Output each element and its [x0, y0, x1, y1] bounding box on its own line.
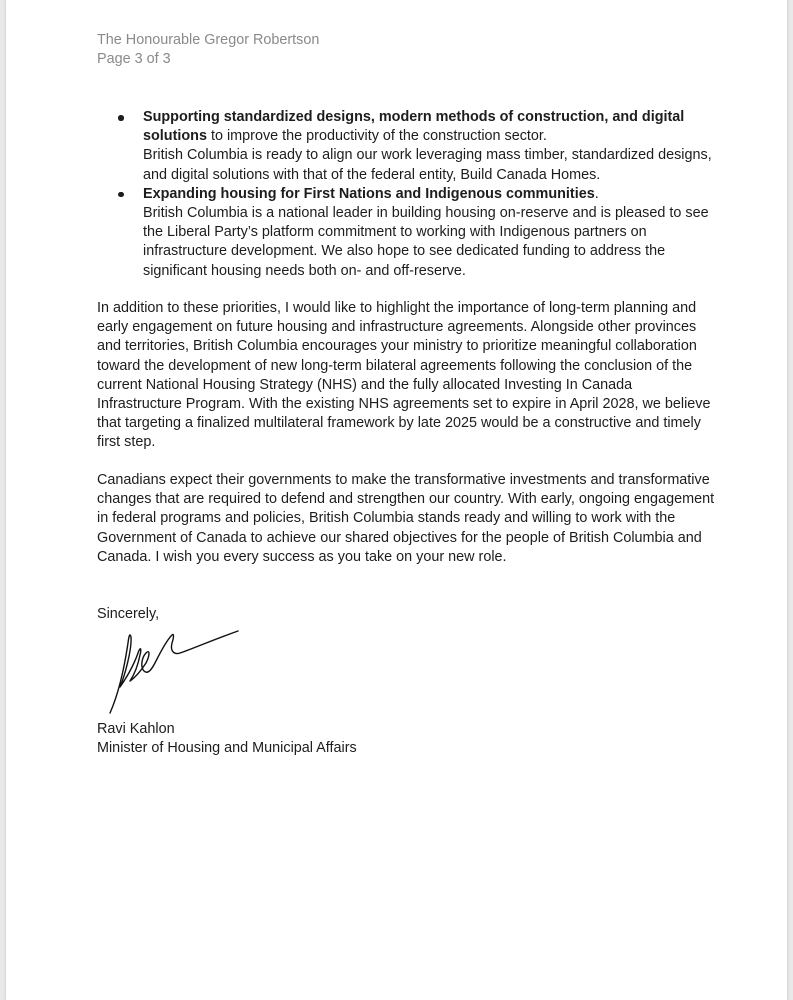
bullet-heading-rest: .: [594, 185, 599, 202]
bullet-icon: [118, 115, 124, 121]
signature-image: [100, 625, 250, 717]
letter-page: [6, 0, 787, 1000]
bullet-heading: Supporting standardized designs, modern methods of construction, and digital solutions: [143, 109, 685, 145]
list-item: [97, 108, 717, 185]
page-header: [97, 31, 319, 69]
bullet-detail: British Columbia is ready to align our work leveraging mass timber, standardized designs, and digital solutions with that of the federal entity, Build Canada Homes.: [143, 147, 712, 183]
bullet-lead: [143, 185, 717, 204]
bullet-heading: Expanding housing for First Nations and Indigenous communities: [143, 185, 595, 202]
signer-name: Ravi Kahlon: [97, 721, 175, 737]
paragraph: Canadians expect their governments to make the transformative investments and transformative changes that are required to defend and strengthen our country. With early, ongoing engagement in federal programs and policies, British Columbia stands ready and willing to work with the Government of Canada to achieve our shared objectives for the people of British Columbia and Canada. I wish you every success as you take on your new role.: [97, 472, 715, 565]
priority-list: [97, 108, 717, 281]
bullet-lead: [143, 108, 717, 146]
bullet-icon: [118, 192, 124, 198]
bullet-detail: British Columbia is a national leader in building housing on-reserve and is pleased to see the Liberal Party’s platform commitment to working with Indigenous partners on infrastructure development. We also hope to see dedicated funding to address the significant housing needs both on- and off-reserve.: [143, 205, 709, 279]
bullet-heading-rest: to improve the productivity of the construction sector.: [206, 128, 547, 145]
paragraph: In addition to these priorities, I would like to highlight the importance of long-term planning and early engagement on future housing and infrastructure agreements. Alongside other provinces and territories, British Columbia encourages your ministry to prioritize meaningful collaboration toward the development of new long-term bilateral agreements following the conclusion of the current National Housing Strategy (NHS) and the fully allocated Investing In Canada Infrastructure Program. With the existing NHS agreements set to expire in April 2028, we believe that targeting a finalized multilateral framework by late 2025 would be a constructive and timely first step.: [97, 300, 711, 451]
signer-block: [97, 720, 717, 758]
signer-title: Minister of Housing and Municipal Affairs: [97, 740, 357, 757]
header-recipient: The Honourable Gregor Robertson: [97, 32, 320, 48]
closing: Sincerely,: [97, 606, 160, 622]
header-page-number: Page 3 of 3: [97, 51, 171, 67]
list-item: [97, 185, 717, 281]
